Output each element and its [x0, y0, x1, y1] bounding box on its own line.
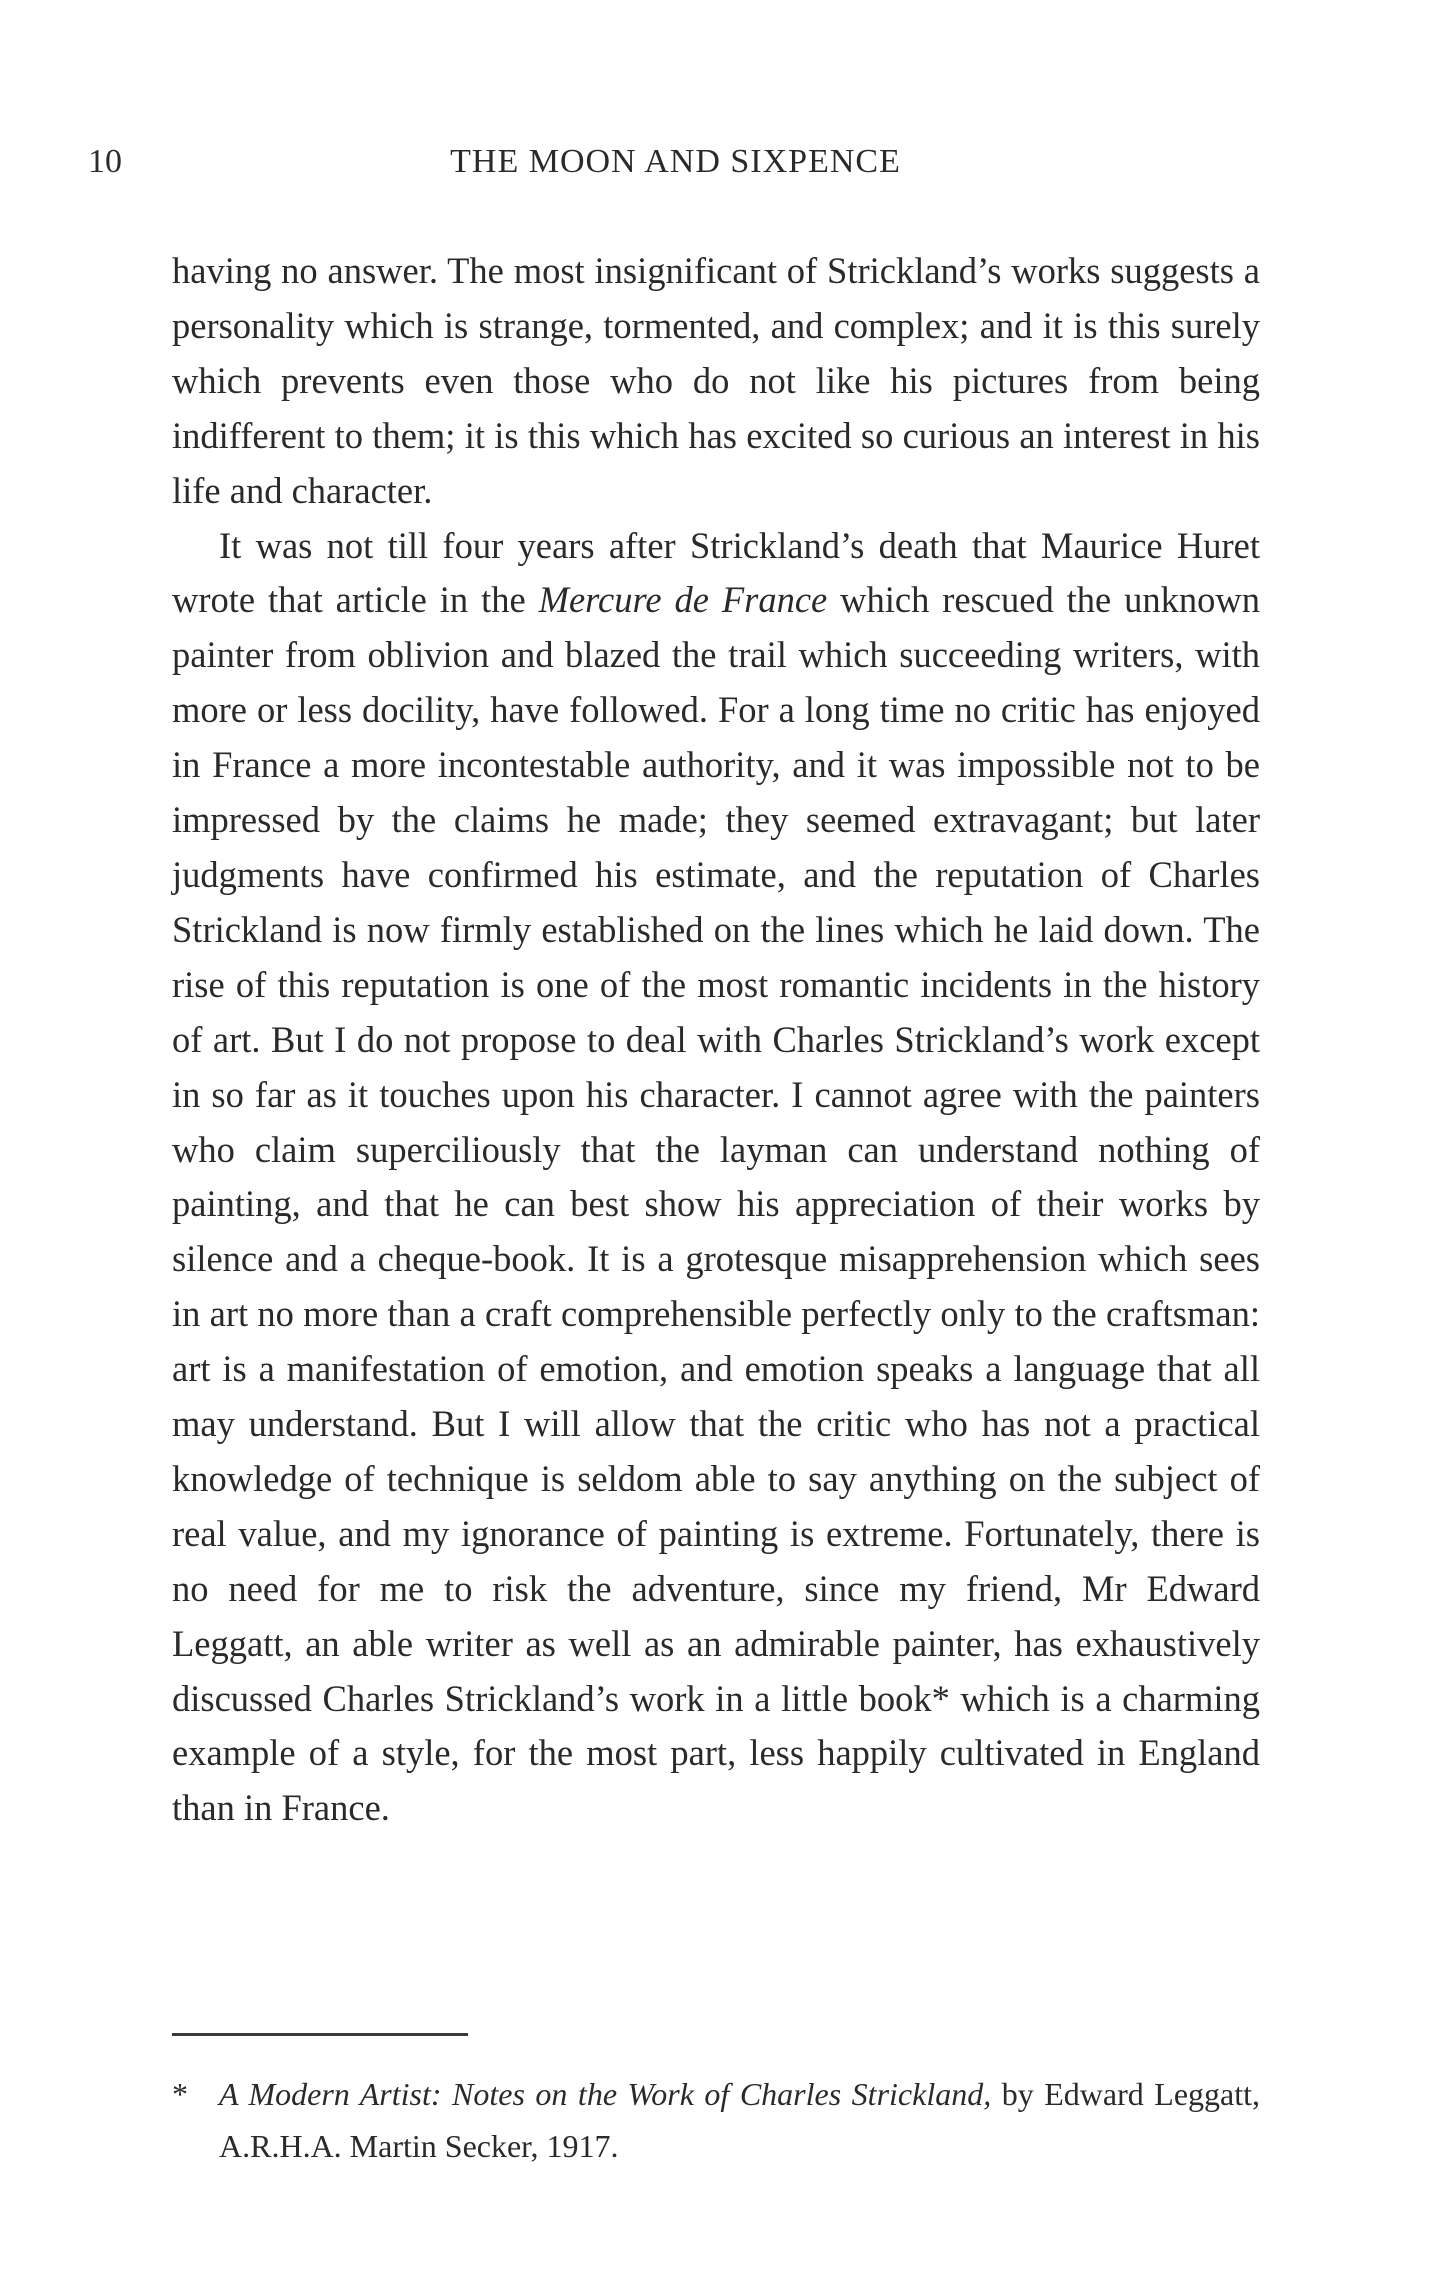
body-text — [172, 244, 1260, 1836]
footnote-citation: by Edward Leggatt, A.R.H.A. Martin Secker, 1917. — [219, 2076, 1261, 2164]
journal-title: Mercure de France — [538, 579, 828, 621]
paragraph-2 — [172, 519, 1260, 1837]
footnote-mark: * — [172, 2076, 188, 2112]
page-number: 10 — [88, 143, 122, 180]
footnote-reference: * — [931, 1677, 950, 1719]
footnote-text — [219, 2068, 1260, 2172]
running-title: THE MOON AND SIXPENCE — [450, 143, 901, 180]
running-header — [88, 140, 1263, 184]
footnote — [172, 2068, 1260, 2172]
footnote-book-title: A Modern Artist: Notes on the Work of Charles Strickland, — [219, 2076, 992, 2112]
paragraph-1: having no answer. The most insignificant of Strickland’s works suggests a personality which is strange, tormented, and complex; and it is this surely which prevents even those who do not like his pictures from being indifferent to them; it is this which has excited so curious an interest in his life and character. — [172, 250, 1260, 511]
paragraph-2-text-end: which is a charming example of a style, for the most part, less happily cultivated in England than in France. — [172, 1677, 1260, 1829]
paragraph-2-text-start: It was not till four years after Strickland’s death that Maurice Huret wrote that article in the — [172, 524, 1260, 621]
footnote-divider — [172, 2033, 468, 2036]
paragraph-2-text-middle: which rescued the unknown painter from oblivion and blazed the trail which succeeding writers, with more or less docility, have followed. For a long time no critic has enjoyed in France a more incontestable authority, and it was impossible not to be impressed by the claims he made; they seemed extravagant; but later judgments have confirmed his estimate, and the reputation of Charles Strickland is now firmly established on the lines which he laid down. The rise of this reputation is one of the most romantic incidents in the history of art. But I do not propose to deal with Charles Strickland’s work except in so far as it touches upon his character. I cannot agree with the painters who claim superciliously that the layman can understand nothing of painting, and that he can best show his appreciation of their works by silence and a cheque-book. It is a grotesque misapprehension which sees in art no more than a craft comprehensible perfectly only to the craftsman: art is a manifestation of emotion, and emotion speaks a language that all may understand. But I will allow that the critic who has not a practical knowledge of technique is seldom able to say anything on the subject of real value, and my ignorance of painting is extreme. Fortunately, there is no need for me to risk the adventure, since my friend, Mr Edward Leggatt, an able writer as well as an admirable painter, has exhaustively discussed Charles Strickland’s work in a little book — [172, 579, 1260, 1719]
